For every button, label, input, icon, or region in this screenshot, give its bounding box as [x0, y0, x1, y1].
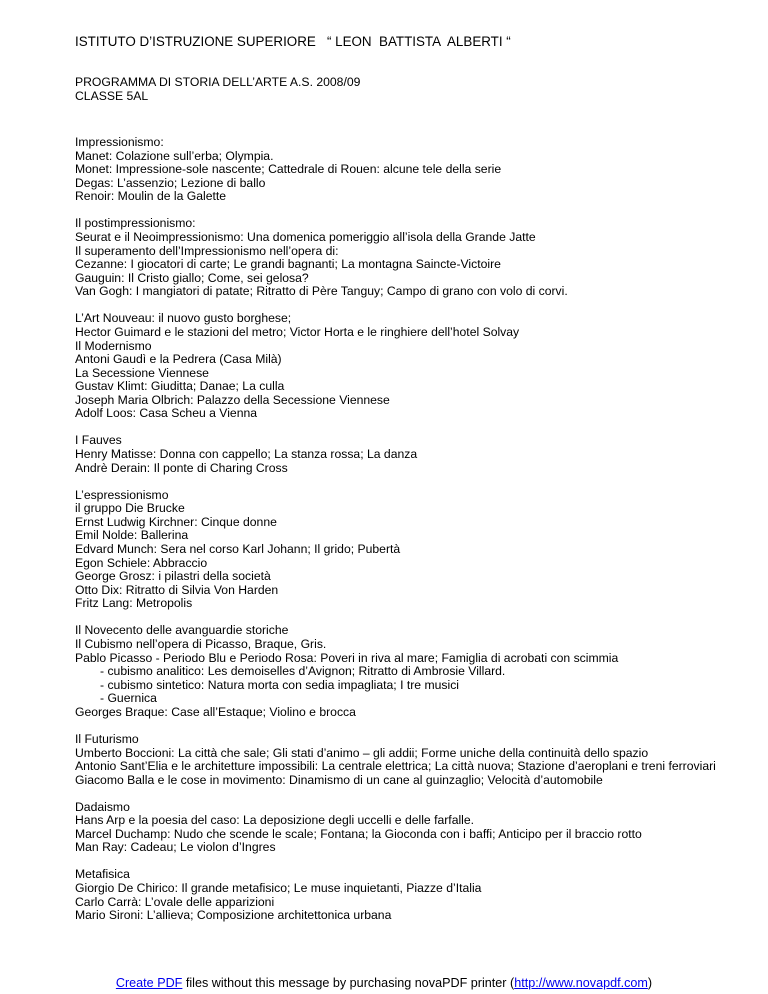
section-line: Cezanne: I giocatori di carte; Le grandi bagnanti; La montagna Saincte-Victoire [75, 257, 501, 272]
section-heading: Dadaismo [75, 799, 130, 814]
section-line: Egon Schiele: Abbraccio [75, 555, 208, 570]
section-line: Hans Arp e la poesia del caso: La deposizione degli uccelli e delle farfalle. [75, 813, 475, 828]
section-impressionismo [75, 136, 730, 204]
section-metafisica [75, 868, 730, 922]
novapdf-url-link[interactable]: http://www.novapdf.com [514, 976, 648, 990]
pdf-watermark-footer [0, 976, 768, 990]
section-line: Andrè Derain: Il ponte di Charing Cross [75, 460, 288, 475]
section-line: La Secessione Viennese [75, 365, 209, 380]
section-line: Henry Matisse: Donna con cappello; La stanza rossa; La danza [75, 447, 418, 462]
section-postimpressionismo [75, 217, 730, 299]
section-line: Gauguin: Il Cristo giallo; Come, sei gelosa? [75, 270, 309, 285]
section-dadaismo [75, 801, 730, 855]
section-line: Ernst Ludwig Kirchner: Cinque donne [75, 514, 277, 529]
create-pdf-link[interactable]: Create PDF [115, 976, 183, 990]
section-line: Pablo Picasso - Periodo Blu e Periodo Rosa: Poveri in riva al mare; Famiglia di acrobati con scimmia [75, 650, 619, 665]
section-line: Monet: Impressione-sole nascente; Cattedrale di Rouen: alcune tele della serie [75, 162, 502, 177]
section-line: Giacomo Balla e le cose in movimento: Dinamismo di un cane al guinzaglio; Velocità d’automobile [75, 772, 603, 787]
section-line: Renoir: Moulin de la Galette [75, 189, 227, 204]
section-espressionismo [75, 489, 730, 611]
section-line: Antoni Gaudì e la Pedrera (Casa Milà) [75, 352, 282, 367]
section-fauves [75, 434, 730, 475]
section-art-nouveau [75, 312, 730, 421]
section-line: Antonio Sant’Elia e le architetture impossibili: La centrale elettrica; La città nuova; Stazione d’aeroplani e treni ferroviari [75, 759, 716, 774]
section-heading: Il postimpressionismo: [75, 216, 196, 231]
footer-end-text: ) [647, 976, 653, 990]
section-line: Edvard Munch: Sera nel corso Karl Johann; Il grido; Pubertà [75, 542, 401, 556]
section-line: Marcel Duchamp: Nudo che scende le scale; Fontana; la Gioconda con i baffi; Anticipo per il braccio rotto [75, 826, 642, 841]
institute-header: ISTITUTO D’ISTRUZIONE SUPERIORE “ LEON BATTISTA ALBERTI “ [75, 34, 511, 49]
section-line: Otto Dix: Ritratto di Silvia Von Harden [75, 582, 279, 597]
section-line: Manet: Colazione sull’erba; Olympia. [75, 148, 274, 163]
class-label: CLASSE 5AL [75, 88, 149, 103]
section-heading: I Fauves [75, 433, 122, 448]
section-line: Mario Sironi: L’allieva; Composizione architettonica urbana [75, 908, 392, 923]
section-line: - cubismo sintetico: Natura morta con sedia impagliata; I tre musici [100, 677, 459, 692]
program-content [75, 136, 730, 936]
section-line: Georges Braque: Case all’Estaque; Violino e brocca [75, 704, 356, 719]
section-line: il gruppo Die Brucke [75, 501, 185, 516]
section-heading: L’Art Nouveau: il nuovo gusto borghese; [75, 311, 292, 326]
section-line: Adolf Loos: Casa Scheu a Vienna [75, 406, 258, 421]
section-line: George Grosz: i pilastri della società [75, 569, 271, 584]
section-line: Il superamento dell’Impressionismo nell’opera di: [75, 243, 339, 258]
section-heading: Metafisica [75, 867, 130, 882]
section-line: Van Gogh: I mangiatori di patate; Ritratto di Père Tanguy; Campo di grano con volo di corvi. [75, 284, 568, 299]
program-heading [75, 76, 360, 104]
section-line: Degas: L’assenzio; Lezione di ballo [75, 175, 266, 190]
footer-text: files without this message by purchasing novaPDF printer ( [182, 976, 515, 990]
section-futurismo [75, 733, 730, 787]
section-line: Gustav Klimt: Giuditta; Danae; La culla [75, 379, 285, 394]
section-line: Umberto Boccioni: La città che sale; Gli stati d’animo – gli addii; Forme uniche della continuità dello spazio [75, 745, 649, 760]
section-line: Carlo Carrà: L’ovale delle apparizioni [75, 894, 275, 909]
section-line: Hector Guimard e le stazioni del metro; Victor Horta e le ringhiere dell’hotel Solvay [75, 324, 520, 339]
section-line: Seurat e il Neoimpressionismo: Una domenica pomeriggio all’isola della Grande Jatte [75, 229, 536, 244]
section-heading: Impressionismo: [75, 135, 164, 149]
section-line: Emil Nolde: Ballerina [75, 528, 189, 543]
section-line: Man Ray: Cadeau; Le violon d’Ingres [75, 840, 276, 855]
section-line: - cubismo analitico: Les demoiselles d’Avignon; Ritratto di Ambrosie Villard. [100, 664, 506, 679]
section-cubismo [75, 624, 730, 719]
section-line: Giorgio De Chirico: Il grande metafisico; Le muse inquietanti, Piazze d’Italia [75, 881, 482, 896]
section-line: - Guernica [100, 691, 157, 706]
section-heading: L’espressionismo [75, 487, 169, 502]
section-line: Joseph Maria Olbrich: Palazzo della Secessione Viennese [75, 392, 390, 407]
section-line: Il Cubismo nell’opera di Picasso, Braque, Gris. [75, 636, 327, 651]
program-title: PROGRAMMA DI STORIA DELL’ARTE A.S. 2008/09 [75, 75, 361, 89]
section-line: Il Modernismo [75, 338, 152, 353]
section-heading: Il Futurismo [75, 731, 139, 746]
section-heading: Il Novecento delle avanguardie storiche [75, 623, 289, 638]
section-line: Fritz Lang: Metropolis [75, 596, 193, 611]
